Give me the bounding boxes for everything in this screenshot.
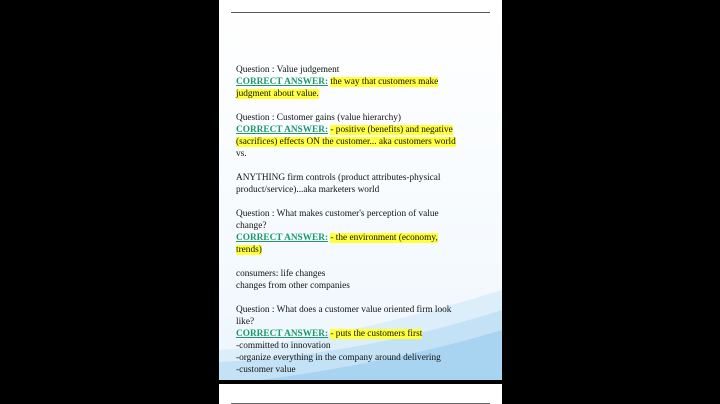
answer-text: - positive (benefits) and negative xyxy=(330,125,453,135)
body-text: -organize everything in the company around delivering xyxy=(236,353,441,363)
document-page xyxy=(219,0,502,380)
qa-block xyxy=(236,208,491,256)
body-text: ANYTHING firm controls (product attributes-physical xyxy=(236,173,441,183)
question-text: like? xyxy=(236,317,255,327)
body-text: -customer value xyxy=(236,365,296,375)
correct-answer-label: CORRECT ANSWER: xyxy=(236,125,329,135)
body-text: changes from other companies xyxy=(236,281,350,291)
qa-block xyxy=(236,112,491,160)
question-text: change? xyxy=(236,221,267,231)
question-text: Question : What does a customer value oriented firm look xyxy=(236,305,452,315)
correct-answer-label: CORRECT ANSWER: xyxy=(236,329,329,339)
answer-text: - the environment (economy, xyxy=(330,233,438,243)
answer-text: - puts the customers first xyxy=(330,329,423,339)
answer-text: trends) xyxy=(236,245,262,255)
question-text: Question : Value judgement xyxy=(236,65,340,75)
answer-text: judgment about value. xyxy=(236,89,319,99)
text-block xyxy=(236,268,491,292)
body-text: consumers: life changes xyxy=(236,269,326,279)
qa-block xyxy=(236,304,491,376)
text-block xyxy=(236,172,491,196)
document-content xyxy=(236,64,491,380)
correct-answer-label: CORRECT ANSWER: xyxy=(236,233,329,243)
body-text: product/service)...aka marketers world xyxy=(236,185,380,195)
body-text: vs. xyxy=(236,149,247,159)
answer-text: the way that customers make xyxy=(330,77,439,87)
header-rule xyxy=(231,12,490,13)
correct-answer-label: CORRECT ANSWER: xyxy=(236,77,329,87)
qa-block xyxy=(236,64,491,100)
answer-text: (sacrifices) effects ON the customer... aka customers world xyxy=(236,137,456,147)
next-page-preview xyxy=(219,384,502,404)
body-text: -committed to innovation xyxy=(236,341,331,351)
question-text: Question : Customer gains (value hierarchy) xyxy=(236,113,401,123)
question-text: Question : What makes customer's perception of value xyxy=(236,209,439,219)
